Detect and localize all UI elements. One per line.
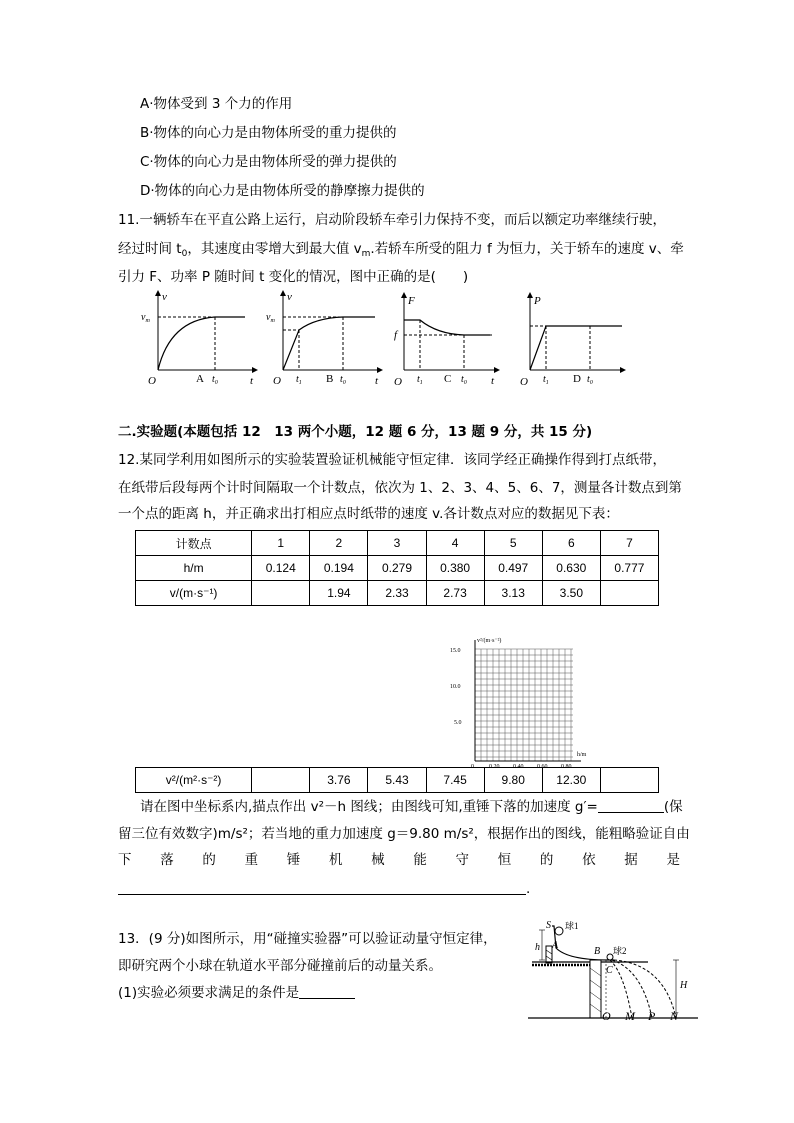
table-cell: 0.194 bbox=[310, 556, 368, 581]
grid-ytick: 15.0 bbox=[450, 648, 461, 654]
table-cell: 2.33 bbox=[368, 581, 426, 606]
graph-a-yaxis: v bbox=[162, 291, 167, 303]
grid-ytick: 5.0 bbox=[454, 720, 462, 726]
table-cell: 1 bbox=[252, 531, 310, 556]
graph-a-origin: O bbox=[148, 375, 156, 387]
graph-d-t1: $t_1$ bbox=[543, 374, 549, 386]
graph-b bbox=[265, 288, 385, 388]
label-h: h bbox=[535, 942, 540, 953]
spread-word: 落 bbox=[160, 852, 174, 868]
spread-word: 依 bbox=[582, 852, 596, 868]
spread-word: 重 bbox=[244, 852, 259, 868]
label-p: P bbox=[648, 1009, 656, 1023]
q12-line2: 在纸带后段每两个计时间隔取一个计数点，依次为 1、2、3、4、5、6、7，测量各计数点到第 bbox=[118, 480, 682, 496]
graph-b-xaxis: t bbox=[375, 375, 379, 387]
q13-line3: (1)实验必须要求满足的条件是 bbox=[118, 984, 355, 1002]
table-row-v bbox=[136, 581, 659, 606]
graph-a-label: A bbox=[196, 373, 204, 385]
table-cell: 3.50 bbox=[542, 581, 600, 606]
answer-blank-basis[interactable] bbox=[118, 894, 526, 895]
label-ball2: 球2 bbox=[613, 946, 627, 956]
graph-c-t0: $t_0$ bbox=[461, 374, 467, 386]
graph-b-label: B bbox=[326, 373, 334, 385]
table-cell: 2.73 bbox=[426, 581, 484, 606]
q10-option-d: D·物体的向心力是由物体所受的静摩擦力提供的 bbox=[140, 183, 425, 199]
table-cell: 0.777 bbox=[600, 556, 658, 581]
spread-word: 机 bbox=[328, 852, 343, 868]
label-c: C bbox=[606, 965, 613, 976]
label-big-h: H bbox=[680, 980, 688, 991]
grid-xtick: 0.20 bbox=[489, 764, 500, 770]
graph-a-xaxis: t bbox=[250, 375, 254, 387]
q12-table bbox=[135, 530, 659, 606]
q12-line3: 一个点的距离 h，并正确求出打相应点时纸带的速度 v.各计数点对应的数据见下表： bbox=[118, 506, 619, 522]
graph-d-label: D bbox=[573, 373, 581, 385]
graph-a-t0: $t_0$ bbox=[212, 374, 218, 386]
graph-c-origin: O bbox=[394, 376, 402, 388]
spread-word: 守 bbox=[455, 852, 469, 868]
table-cell: 0.124 bbox=[252, 556, 310, 581]
table-cell: 6 bbox=[542, 531, 600, 556]
graph-b-t0: $t_0$ bbox=[340, 374, 346, 386]
graph-b-origin: O bbox=[273, 375, 281, 387]
label-a: A bbox=[552, 940, 559, 951]
table-cell: 计数点 bbox=[136, 531, 252, 556]
table-cell bbox=[600, 768, 658, 793]
table-row-h bbox=[136, 556, 659, 581]
grid-xtick: 0.80 bbox=[561, 764, 572, 770]
spread-word: 的 bbox=[202, 852, 216, 868]
q10-option-b: B·物体的向心力是由物体所受的重力提供的 bbox=[140, 125, 397, 141]
table-cell: 12.30 bbox=[542, 768, 600, 793]
table-cell bbox=[252, 768, 310, 793]
table-cell bbox=[600, 581, 658, 606]
graph-c-yaxis: F bbox=[408, 295, 415, 307]
q10-option-a: A·物体受到 3 个力的作用 bbox=[140, 96, 293, 112]
table-cell: 4 bbox=[426, 531, 484, 556]
q12-grid bbox=[447, 634, 597, 770]
label-b: B bbox=[594, 946, 601, 957]
label-ball1: 球1 bbox=[565, 921, 579, 931]
q12-line1: 12.某同学利用如图所示的实验装置验证机械能守恒定律．该同学经正确操作得到打点纸带， bbox=[118, 452, 666, 468]
label-o: O bbox=[602, 1009, 611, 1023]
graph-c-label: C bbox=[444, 373, 452, 385]
table-cell: 5 bbox=[484, 531, 542, 556]
q11-line3: 引力 F、功率 P 随时间 t 变化的情况，图中正确的是( ) bbox=[118, 269, 469, 285]
label-n: N bbox=[670, 1009, 679, 1023]
table-cell: 7.45 bbox=[426, 768, 484, 793]
spread-word: 能 bbox=[413, 852, 427, 868]
graph-d-origin: O bbox=[520, 376, 528, 388]
table-cell: 9.80 bbox=[484, 768, 542, 793]
spread-word: 锤 bbox=[286, 852, 301, 868]
grid-ytick: 10.0 bbox=[450, 684, 461, 690]
table-cell: v²/(m²·s⁻²) bbox=[136, 768, 252, 793]
q12-ans-line4: . bbox=[118, 880, 530, 898]
q13-line2: 即研究两个小球在轨道水平部分碰撞前后的动量关系。 bbox=[118, 958, 442, 974]
section2-heading: 二.实验题(本题包括 12 13 两个小题，12 题 6 分，13 题 9 分，共 15 分) bbox=[118, 424, 593, 440]
table-row-points bbox=[136, 531, 659, 556]
q12-ans-line1: 请在图中坐标系内,描点作出 v²－h 图线；由图线可知,重锤下落的加速度 g′= (保 bbox=[140, 799, 683, 815]
table-cell: 0.279 bbox=[368, 556, 426, 581]
spread-word: 下 bbox=[118, 852, 132, 868]
q13-line1: 13．(9 分)如图所示，用“碰撞实验器”可以验证动量守恒定律， bbox=[118, 931, 497, 947]
grid-ylabel: v²/(m·s⁻²) bbox=[477, 638, 502, 644]
graph-a-vm: $v_m$ bbox=[141, 312, 150, 324]
grid-xtick: 0.40 bbox=[513, 764, 524, 770]
graph-c-t1: $t_1$ bbox=[417, 374, 423, 386]
table-cell: v/(m·s⁻¹) bbox=[136, 581, 252, 606]
spread-word: 的 bbox=[539, 852, 554, 868]
q12-ans-line2: 留三位有效数字)m/s²；若当地的重力加速度 g＝9.80 m/s²，根据作出的图线，能粗略验证自由 bbox=[118, 826, 690, 842]
table-cell bbox=[252, 581, 310, 606]
table-cell: 5.43 bbox=[368, 768, 426, 793]
q12-ans-line3 bbox=[118, 851, 680, 869]
spread-word: 恒 bbox=[497, 852, 512, 868]
table-row-v2 bbox=[136, 768, 659, 793]
table-cell: 2 bbox=[310, 531, 368, 556]
table-cell: 0.380 bbox=[426, 556, 484, 581]
table-cell: 1.94 bbox=[310, 581, 368, 606]
label-s: S bbox=[546, 920, 551, 931]
q11-line1: 11.一辆轿车在平直公路上运行，启动阶段轿车牵引力保持不变，而后以额定功率继续行驶， bbox=[118, 212, 666, 228]
graph-c-xaxis: t bbox=[491, 375, 495, 387]
label-m: M bbox=[625, 1009, 635, 1023]
answer-blank-g[interactable] bbox=[598, 812, 664, 813]
graph-d-yaxis: P bbox=[534, 295, 541, 307]
q12-v2-table bbox=[135, 767, 659, 793]
table-cell: 3.13 bbox=[484, 581, 542, 606]
table-cell: 3.76 bbox=[310, 768, 368, 793]
q11-line2: 经过时间 $t_0$，其速度由零增大到最大值 $v_m$.若轿车所受的阻力 f 为恒力，关于轿车的速度 v、牵 bbox=[118, 241, 684, 259]
answer-blank-condition[interactable] bbox=[299, 998, 355, 999]
spread-word: 据 bbox=[624, 852, 638, 868]
grid-xtick: 0.60 bbox=[537, 764, 548, 770]
grid-xlabel: h/m bbox=[577, 752, 587, 758]
graph-c-f: f bbox=[394, 329, 398, 341]
graph-b-t1: $t_1$ bbox=[296, 374, 302, 386]
table-cell: 7 bbox=[600, 531, 658, 556]
spread-word: 是 bbox=[666, 852, 680, 868]
table-cell: 0.630 bbox=[542, 556, 600, 581]
graph-b-vm: $v_m$ bbox=[266, 312, 275, 324]
q10-option-c: C·物体的向心力是由物体所受的弹力提供的 bbox=[140, 154, 397, 170]
table-cell: 3 bbox=[368, 531, 426, 556]
graph-d-t0: $t_0$ bbox=[587, 374, 593, 386]
graph-b-yaxis: v bbox=[287, 291, 292, 303]
spread-word: 械 bbox=[371, 852, 385, 868]
table-cell: h/m bbox=[136, 556, 252, 581]
grid-xtick: 0 bbox=[471, 764, 474, 770]
table-cell: 0.497 bbox=[484, 556, 542, 581]
